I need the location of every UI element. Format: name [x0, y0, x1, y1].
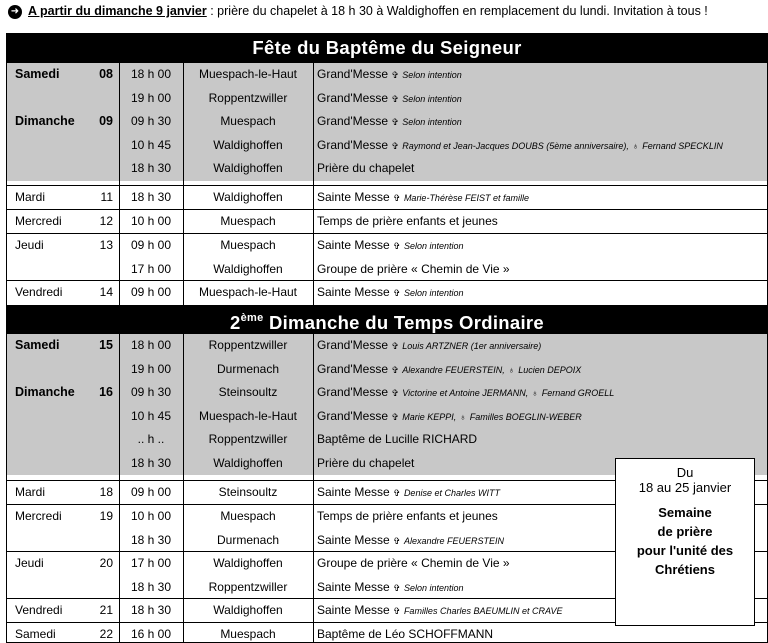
- banner-temps-ordinaire: 2ème Dimanche du Temps Ordinaire: [7, 305, 767, 333]
- cross-icon: ✞: [391, 70, 399, 80]
- cross-icon: ✞: [393, 241, 401, 251]
- cross-icon: ✞: [391, 117, 399, 127]
- table-row: 18 h 30 Waldighoffen Prière du chapelet: [130, 455, 415, 470]
- table-row: Samedi 08 18 h 00 Muespach-le-Haut Grand'Messe ✞ Selon intention: [15, 67, 462, 81]
- table-row: Vendredi 21 18 h 30 Waldighoffen Sainte Messe ✞ Familles Charles BAEUMLIN et CRAVE: [15, 603, 563, 617]
- table-row: Jeudi 13 09 h 00 Muespach Sainte Messe ✞ Selon intention: [15, 238, 464, 252]
- table-row: 19 h 00 Durmenach Grand'Messe ✞ Alexandre FEUERSTEIN, ♁ Lucien DEPOIX: [130, 361, 582, 376]
- cross-icon: ✞: [391, 388, 399, 398]
- group-weekdays-1c: [7, 233, 767, 281]
- cross-icon: ✞: [393, 606, 401, 616]
- table-row: 19 h 00 Roppentzwiller Grand'Messe ✞ Selon intention: [130, 90, 462, 105]
- arrow-right-icon: ➜: [8, 5, 22, 19]
- table-row: 10 h 45 Waldighoffen Grand'Messe ✞ Raymond et Jean-Jacques DOUBS (5ème anniversaire), ♁ Fernand SPECKLIN: [130, 137, 723, 152]
- column-divider: [183, 62, 184, 305]
- cross-icon: ✞: [393, 535, 401, 546]
- announcement-lead: A partir du dimanche 9 janvier: [28, 4, 207, 18]
- candle-icon: ♁: [508, 364, 515, 375]
- cross-icon: ✞: [391, 411, 399, 422]
- table-row: 17 h 00 Waldighoffen Groupe de prière « Chemin de Vie »: [130, 261, 510, 276]
- table-row: Dimanche 16 09 h 30 Steinsoultz Grand'Messe ✞ Victorine et Antoine JERMANN, ♁ Fernand GROELL: [15, 385, 615, 399]
- group-weekdays-1d: [7, 280, 767, 305]
- table-row: Vendredi 14 09 h 00 Muespach-le-Haut Sainte Messe ✞ Selon intention: [15, 285, 464, 299]
- cross-icon: ✞: [393, 193, 401, 203]
- candle-icon: ♁: [459, 411, 467, 422]
- cross-icon: ✞: [391, 364, 399, 375]
- group-weekdays-1: [7, 185, 767, 210]
- unity-week-box: Du 18 au 25 janvier Semaine de prière pour l'unité des Chrétiens: [615, 458, 755, 626]
- announcement-text: : prière du chapelet à 18 h 30 à Waldighoffen en remplacement du lundi. Invitation à tous !: [206, 4, 708, 18]
- cross-icon: ✞: [393, 582, 401, 593]
- column-divider: [313, 333, 314, 642]
- table-row: .. h .. Roppentzwiller Baptême de Lucille RICHARD: [137, 432, 478, 446]
- table-row: Jeudi 20 17 h 00 Waldighoffen Groupe de prière « Chemin de Vie »: [15, 556, 510, 570]
- table-row: Samedi 22 16 h 00 Muespach Baptême de Léo SCHOFFMANN: [15, 627, 494, 641]
- column-divider: [183, 333, 184, 642]
- column-divider: [119, 62, 120, 305]
- candle-icon: ♁: [531, 388, 539, 398]
- cross-icon: ✞: [391, 341, 399, 351]
- cross-icon: ✞: [393, 288, 401, 298]
- column-divider: [119, 333, 120, 642]
- cross-icon: ✞: [391, 93, 399, 104]
- group-weekend-1: [7, 62, 767, 181]
- table-row: 10 h 45 Muespach-le-Haut Grand'Messe ✞ Marie KEPPI, ♁ Familles BOEGLIN-WEBER: [130, 408, 582, 423]
- table-row: Dimanche 09 09 h 30 Muespach Grand'Messe ✞ Selon intention: [15, 114, 462, 128]
- table-row: 18 h 30 Waldighoffen Prière du chapelet: [130, 161, 415, 175]
- table-row: Mercredi 12 10 h 00 Muespach Temps de prière enfants et jeunes: [15, 214, 498, 228]
- table-row: 18 h 30 Roppentzwiller Sainte Messe ✞ Selon intention: [130, 579, 464, 594]
- candle-icon: ♁: [632, 140, 639, 151]
- cross-icon: ✞: [391, 140, 399, 151]
- table-row: Mardi 18 09 h 00 Steinsoultz Sainte Messe ✞ Denise et Charles WITT: [15, 485, 500, 499]
- table-row: 18 h 30 Durmenach Sainte Messe ✞ Alexandre FEUERSTEIN: [130, 532, 504, 547]
- group-weekend-2: [7, 333, 767, 475]
- group-weekdays-1b: [7, 209, 767, 234]
- column-divider: [313, 62, 314, 305]
- table-row: Mercredi 19 10 h 00 Muespach Temps de prière enfants et jeunes: [15, 509, 498, 523]
- banner-bapteme: Fête du Baptême du Seigneur: [7, 34, 767, 62]
- cross-icon: ✞: [393, 488, 401, 498]
- table-row: Mardi 11 18 h 30 Waldighoffen Sainte Messe ✞ Marie-Thérèse FEIST et famille: [15, 190, 529, 204]
- announcement: [8, 4, 768, 28]
- table-row: Samedi 15 18 h 00 Roppentzwiller Grand'Messe ✞ Louis ARTZNER (1er anniversaire): [15, 338, 542, 352]
